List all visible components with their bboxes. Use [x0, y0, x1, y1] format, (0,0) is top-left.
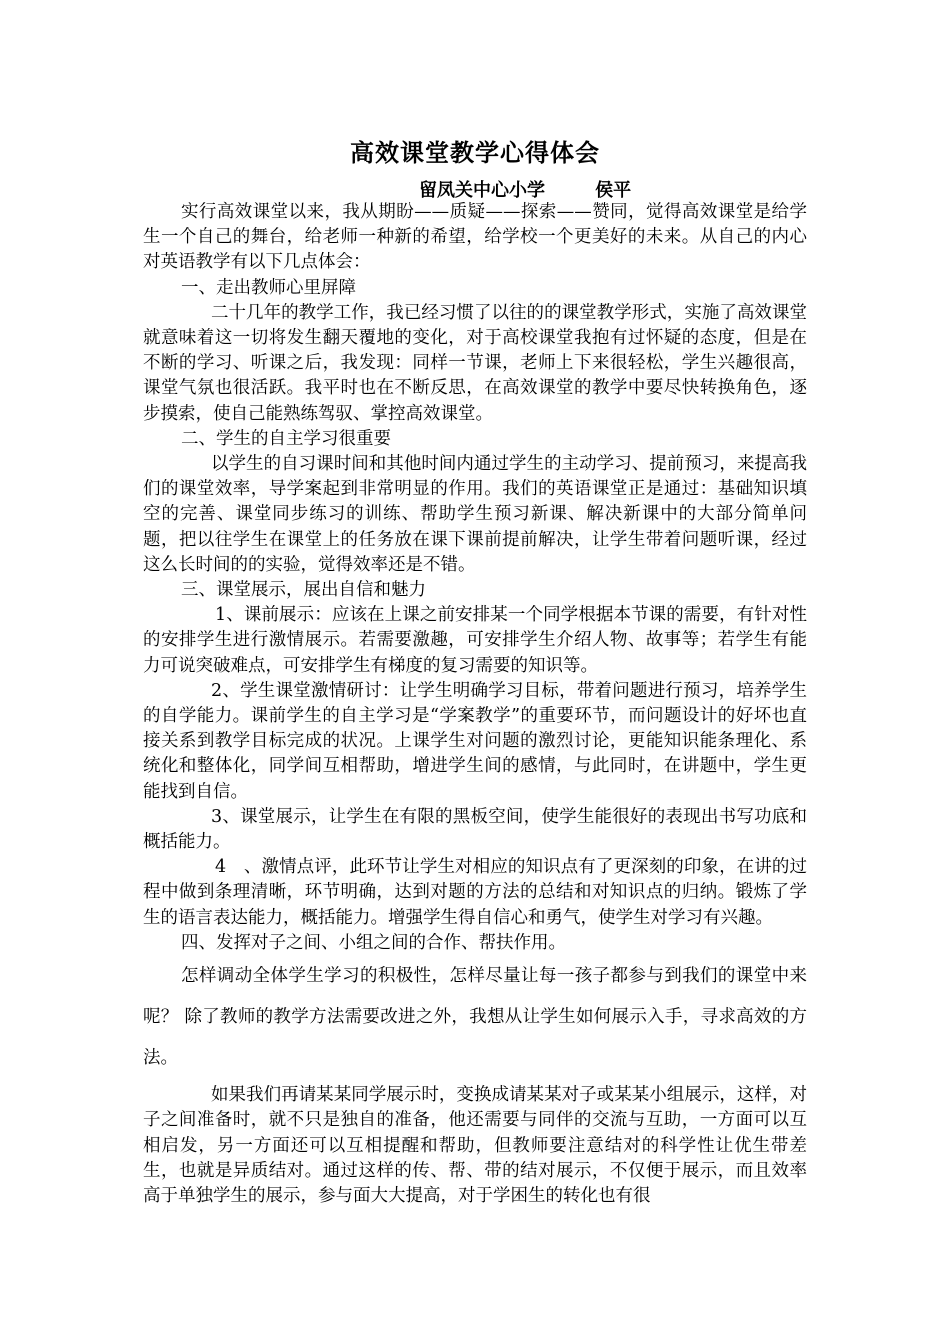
intro-paragraph: 实行高效课堂以来，我从期盼——质疑——探索——赞同，觉得高效课堂是给学生一个自己的舞台，给老师一种新的希望，给学校一个更美好的未来。从自己的内心对英语教学有以下几点体会： [143, 202, 807, 273]
document-body [143, 200, 807, 1209]
document-title: 高效课堂教学心得体会 [350, 139, 600, 167]
section-1-paragraph: 二十几年的教学工作，我已经习惯了以往的的课堂教学形式，实施了高效课堂就意味着这一切将发生翻天覆地的变化，对于高校课堂我抱有过怀疑的态度，但是在不断的学习、听课之后，我发现：同样一节课，老师上下来很轻松，学生兴趣很高，课堂气氛也很活跃。我平时也在不断反思，在高效课堂的教学中要尽快转换角色，逐步摸索，使自己能熟练驾驭、掌控高效课堂。 [143, 302, 807, 424]
section-heading-2: 二、学生的自主学习很重要 [181, 428, 391, 449]
section-2-paragraph: 以学生的自习课时间和其他时间内通过学生的主动学习、提前预习，来提高我们的课堂效率，导学案起到非常明显的作用。我们的英语课堂正是通过：基础知识填空的完善、课堂同步练习的训练、帮助学生预习新课、解决新课中的大部分简单问题，把以往学生在课堂上的任务放在课下课前提前解决，让学生带着问题听课，经过这么长时间的的实验，觉得效率还是不错。 [143, 454, 807, 575]
section-4-paragraph-2: 如果我们再请某某同学展示时，变换成请某某对子或某某小组展示，这样，对子之间准备时，就不只是独自的准备，他还需要与同伴的交流与互助，一方面可以互相启发，另一方面还可以互相提醒和帮助，但教师要注意结对的科学性让优生带差生，也就是异质结对。通过这样的传、帮、带的结对展示，不仅便于展示，而且效率高于单独学生的展示，参与面大大提高，对于学困生的转化也有很 [143, 1085, 807, 1206]
section-3-item-2: 2、学生课堂激情研讨：让学生明确学习目标，带着问题进行预习，培养学生的自学能力。课前学生的自主学习是“学案教学”的重要环节，而问题设计的好坏也直接关系到教学目标完成的状况。上课学生对问题的激烈讨论，更能知识能条理化、系统化和整体化，同学间互相帮助，增进学生间的感情，与此同时，在讲题中，学生更能找到自信。 [143, 680, 807, 802]
section-heading-4: 四、发挥对子之间、小组之间的合作、帮扶作用。 [181, 932, 566, 953]
section-4-paragraph-1: 怎样调动全体学生学习的积极性，怎样尽量让每一孩子都参与到我们的课堂中来呢？ 除了教师的教学方法需要改进之外，我想从让学生如何展示入手，寻求高效的方法。 [143, 966, 807, 1069]
section-3-item-3: 3、课堂展示，让学生在有限的黑板空间，使学生能很好的表现出书写功底和概括能力。 [143, 806, 807, 853]
author-line: 留凤关中心小学 侯平 [419, 180, 632, 201]
section-heading-1: 一、走出教师心里屏障 [181, 277, 356, 298]
section-heading-3: 三、课堂展示，展出自信和魅力 [181, 580, 426, 601]
section-3-item-4: 4 、激情点评，此环节让学生对相应的知识点有了更深刻的印象，在讲的过程中做到条理清晰，环节明确，达到对题的方法的总结和对知识点的归纳。锻炼了学生的语言表达能力，概括能力。增强学生得自信心和勇气，使学生对学习有兴趣。 [143, 857, 807, 928]
section-3-item-1: 1、课前展示：应该在上课之前安排某一个同学根据本节课的需要，有针对性的安排学生进行激情展示。若需要激趣，可安排学生介绍人物、故事等；若学生有能力可说突破难点，可安排学生有梯度的复习需要的知识等。 [143, 605, 807, 676]
